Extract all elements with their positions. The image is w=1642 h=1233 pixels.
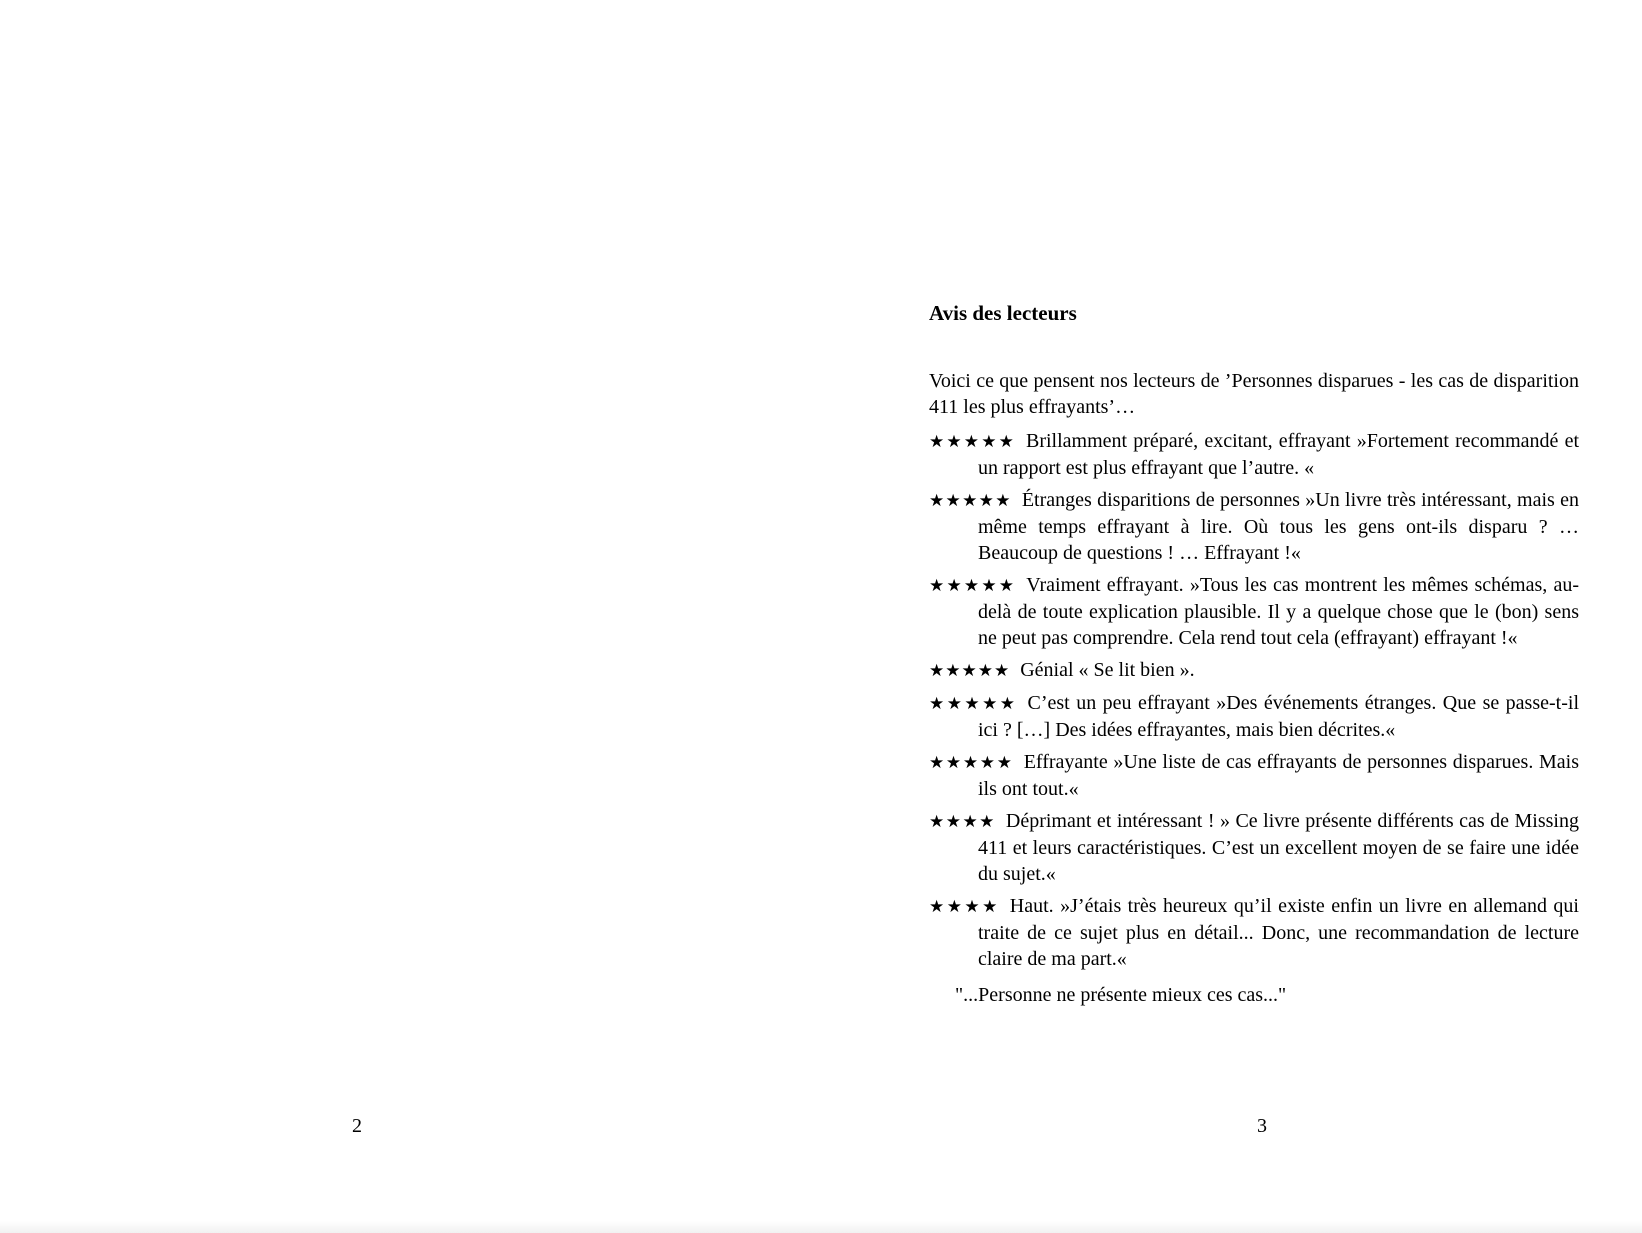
review-text: Vraiment effrayant. »Tous les cas montrent les mêmes schémas, au-delà de toute explication plausible. Il y a quelque chose que le (bon) sens ne peut pas comprendre. Cela rend tout cela (effrayant) effrayant !« <box>978 574 1580 649</box>
right-page-number: 3 <box>1257 1115 1267 1137</box>
page-bottom-shadow <box>0 1221 1642 1233</box>
review-text: Brillamment préparé, excitant, effrayant »Fortement recommandé et un rapport est plus effrayant que l’autre. « <box>978 430 1579 479</box>
review-item <box>929 487 1579 566</box>
review-text: C’est un peu effrayant »Des événements étranges. Que se passe-t-il ici ? […] Des idées effrayantes, mais bien décrites.« <box>978 692 1579 741</box>
reviews-list <box>929 428 1579 972</box>
star-rating-icon: ★★★★★ <box>929 753 1014 773</box>
review-item <box>929 808 1579 887</box>
review-item <box>929 690 1579 743</box>
review-text: Étranges disparitions de personnes »Un livre très intéressant, mais en même temps effrayant à lire. Où tous les gens ont-ils disparu ? … Beaucoup de questions ! … Effrayant !« <box>978 489 1580 564</box>
review-item <box>929 657 1579 684</box>
star-rating-icon: ★★★★★ <box>929 661 1011 681</box>
review-text: Déprimant et intéressant ! » Ce livre présente différents cas de Missing 411 et leurs caractéristiques. C’est un excellent moyen de se faire une idée du sujet.« <box>978 810 1579 885</box>
intro-paragraph: Voici ce que pensent nos lecteurs de ’Personnes disparues - les cas de disparition 411 les plus effrayants’… <box>929 370 1579 418</box>
star-rating-icon: ★★★★★ <box>929 432 1016 452</box>
star-rating-icon: ★★★★★ <box>929 694 1018 714</box>
left-page-number: 2 <box>352 1115 362 1137</box>
closing-quote: "...Personne ne présente mieux ces cas..." <box>955 984 1287 1006</box>
review-item <box>929 749 1579 802</box>
review-item <box>929 428 1579 481</box>
review-text: Effrayante »Une liste de cas effrayants de personnes disparues. Mais ils ont tout.« <box>978 751 1580 800</box>
review-text: Génial « Se lit bien ». <box>1020 659 1195 681</box>
star-rating-icon: ★★★★★ <box>929 491 1012 511</box>
review-item <box>929 572 1579 651</box>
review-text: Haut. »J’étais très heureux qu’il existe enfin un livre en allemand qui traite de ce sujet plus en détail... Donc, une recommandation de lecture claire de ma part.« <box>978 895 1579 970</box>
star-rating-icon: ★★★★ <box>929 812 996 832</box>
right-page-content <box>929 300 1579 1008</box>
page-title: Avis des lecteurs <box>929 301 1077 325</box>
star-rating-icon: ★★★★ <box>929 897 1000 917</box>
review-item <box>929 893 1579 972</box>
star-rating-icon: ★★★★★ <box>929 576 1017 596</box>
